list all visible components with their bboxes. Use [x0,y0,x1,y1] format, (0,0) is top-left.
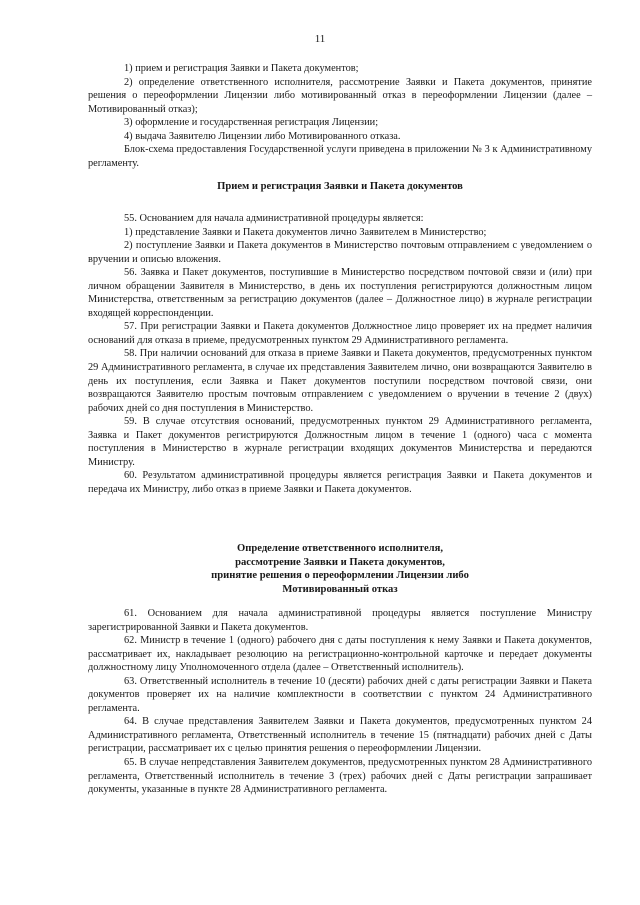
paragraph: 61. Основанием для начала административной процедуры является поступление Министру зарегистрированной Заявки и Пакета документов. [88,608,592,633]
section-1-heading [88,180,592,194]
section-1-body [88,212,592,496]
intro-item: 4) выдача Заявителю Лицензии либо Мотивированного отказа. [124,130,401,142]
intro-item: 2) определение ответственного исполнителя, рассмотрение Заявки и Пакета документов, принятие решения о переоформлении Лицензии либо мотивированный отказ в переоформлении Лицензии (далее – Мотивированный отказ); [88,76,592,115]
section-2-title-line: принятие решения о переоформлении Лицензии либо [211,570,469,582]
page-number: 11 [314,33,326,45]
paragraph: 58. При наличии оснований для отказа в приеме Заявки и Пакета документов, предусмотренных пунктом 29 Административного регламента, в случае их представления Заявителем лично, они возвращаются Заявителю в день их поступления, если Заявка и Пакет документов поступили посредством почтовой связи, они возвращаются Заявителю простым почтовым отправлением с уведомлением о вручении в течение 2 (двух) рабочих дней со дня поступления в Министерство. [88,348,592,414]
intro-note: Блок-схема предоставления Государственной услуги приведена в приложении № 3 к Административному регламенту. [88,144,592,169]
paragraph: 64. В случае представления Заявителем Заявки и Пакета документов, предусмотренных пунктом 24 Административного регламента, Ответственный исполнитель в течение 15 (пятнадцати) рабочих дней с Даты регистрации, рассматривает их с целью принятия решения о переоформлении Лицензии. [88,716,592,755]
paragraph: 65. В случае непредставления Заявителем документов, предусмотренных пунктом 28 Административного регламента, Ответственный исполнитель в течение 3 (трех) рабочих дней с Даты регистрации запрашивает документы, указанные в пункте 28 Административного регламента. [88,757,592,796]
section-2-title-line: рассмотрение Заявки и Пакета документов, [235,556,445,568]
paragraph: 56. Заявка и Пакет документов, поступившие в Министерство посредством почтовой связи и (или) при личном обращении Заявителя в Министерство, в день их поступления регистрируются должностным лицом Министерства, ответственным за регистрацию документов (далее – Должностное лицо) в журнале регистрации входящей корреспонденции. [88,267,592,319]
paragraph: 2) поступление Заявки и Пакета документов в Министерство почтовым отправлением с уведомлением о вручении и описью вложения. [88,240,592,265]
section-2-title-line: Определение ответственного исполнителя, [237,543,443,554]
paragraph: 1) представление Заявки и Пакета документов лично Заявителем в Министерство; [124,226,487,238]
section-2-title-line: Мотивированный отказ [282,583,398,595]
paragraph: 55. Основанием для начала административной процедуры является: [124,213,424,224]
section-2-body [88,607,592,797]
intro-list [88,62,592,170]
section-2-heading [88,542,592,596]
paragraph: 60. Результатом административной процедуры является регистрация Заявки и Пакета документов и передача их Министру, либо отказ в приеме Заявки и Пакета документов. [88,470,592,495]
intro-item: 3) оформление и государственная регистрация Лицензии; [124,117,379,129]
section-1-title: Прием и регистрация Заявки и Пакета документов [217,181,463,192]
paragraph: 59. В случае отсутствия оснований, предусмотренных пунктом 29 Административного регламента, Заявка и Пакет документов регистрируются Должностным лицом в течение 1 (одного) часа с момента поступления в Министерство в журнале регистрации входящих документов Министерства и передаются Министру. [88,416,592,468]
paragraph: 57. При регистрации Заявки и Пакета документов Должностное лицо проверяет их на предмет наличия оснований для отказа в приеме, предусмотренных пунктом 29 Административного регламента. [88,321,592,346]
intro-item: 1) прием и регистрация Заявки и Пакета документов; [124,63,359,74]
paragraph: 63. Ответственный исполнитель в течение 10 (десяти) рабочих дней с даты регистрации Заявки и Пакета документов проверяет их на наличие комплектности в соответствии с пунктом 24 Административного регламента. [88,675,592,714]
paragraph: 62. Министр в течение 1 (одного) рабочего дня с даты поступления к нему Заявки и Пакета документов, рассматривает их, накладывает резолюцию на регистрационно-контрольной карточке и передает документы должностному лицу Уполномоченного отдела (далее – Ответственный исполнитель). [88,635,592,674]
